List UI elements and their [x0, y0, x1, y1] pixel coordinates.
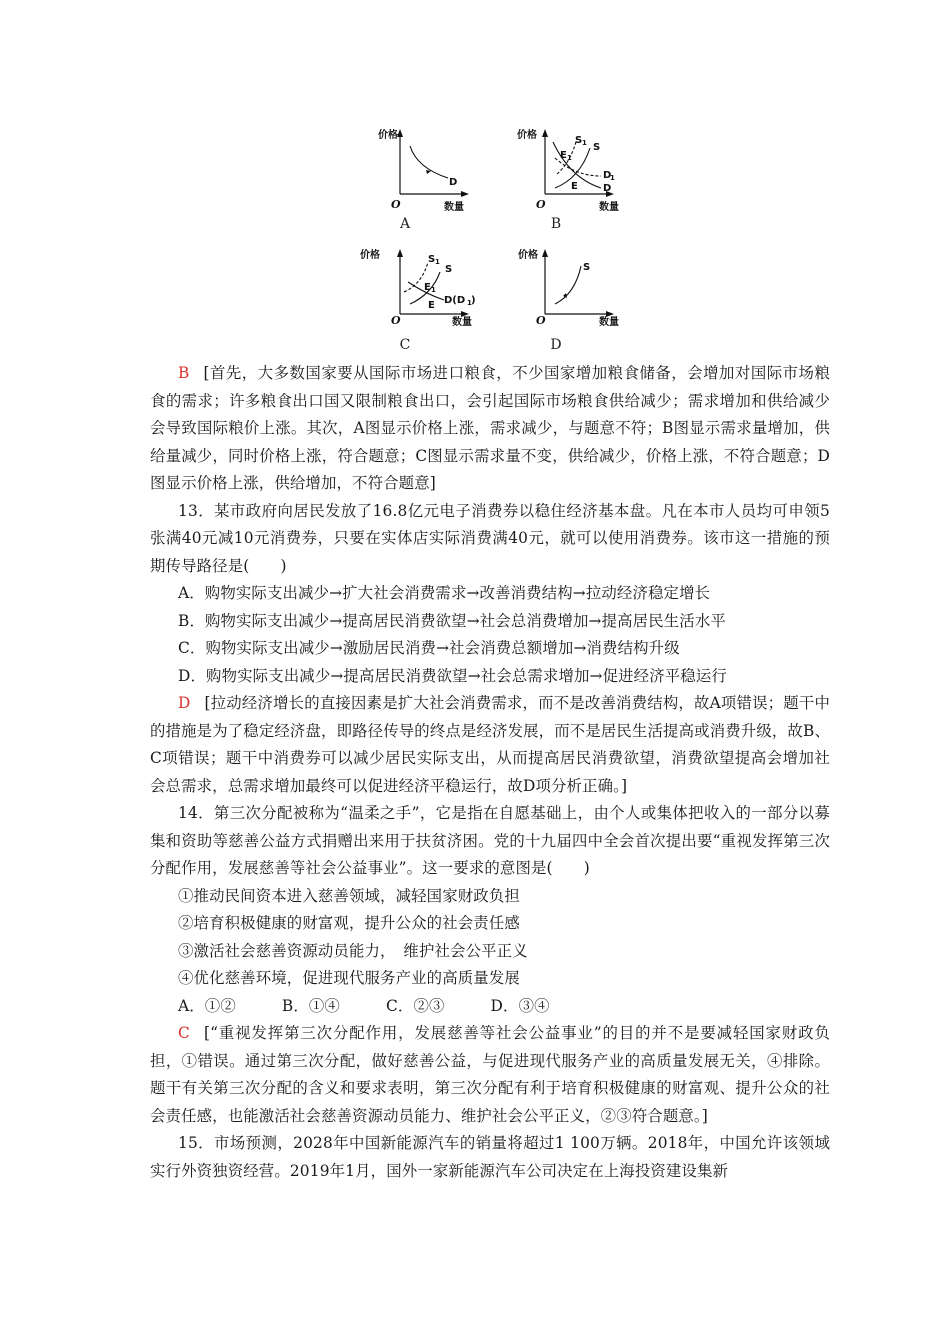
graph-c	[360, 248, 500, 358]
q14-choice-b: B．①④	[281, 996, 340, 1015]
graph-b-origin: O	[536, 198, 546, 211]
question-text	[150, 360, 830, 1185]
q13-option-d: D．购物实际支出减少→提高居民消费欲望→社会总需求增加→促进经济平稳运行	[178, 666, 727, 685]
graph-c-e1-sub: 1	[431, 286, 436, 294]
graph-a-price-label: 价格	[378, 130, 398, 141]
graph-b-e1-sub: 1	[567, 154, 572, 162]
q13-stem: 13．某市政府向居民发放了16.8亿元电子消费券以稳住经济基本盘。凡在本市人员均可申领5张满40元减10元消费券，只要在实体店实际消费满40元，就可以使用消费券。该市这一措施的预期传导路径是( )	[150, 501, 830, 575]
q14-statement-2: ②培育积极健康的财富观，提升公众的社会责任感	[178, 914, 520, 932]
q14-choices	[150, 993, 830, 1021]
graph-a	[360, 128, 500, 238]
graph-a-qty-label: 数量	[444, 202, 464, 213]
q12-explanation-para	[150, 360, 830, 498]
graph-d-caption: D	[550, 337, 562, 353]
graph-c-e-label: E	[428, 300, 435, 311]
q15-stem: 15．市场预测，2028年中国新能源汽车的销量将超过1 100万辆。2018年，中国允许该领域实行外资独资经营。2019年1月，国外一家新能源汽车公司决定在上海投资建设集新	[150, 1134, 830, 1180]
q12-answer: B	[178, 364, 190, 382]
graph-d-y-arrow	[542, 249, 548, 257]
graph-c-caption: C	[399, 337, 411, 353]
graph-a-caption: A	[399, 216, 411, 232]
graph-b-d1-label: D	[603, 170, 612, 181]
graph-b-s1-sub: 1	[582, 139, 587, 147]
q14-statement-3: ③激活社会慈善资源动员能力， 维护社会公平正义	[178, 941, 528, 960]
graph-c-e1-label: E	[424, 282, 431, 293]
graph-c-price-label: 价格	[360, 250, 380, 261]
q14-choice-c: C．②③	[385, 996, 445, 1015]
graph-c-y-arrow	[397, 249, 403, 257]
q13-explanation-para	[150, 690, 830, 800]
graph-b-e1-label: E	[560, 150, 567, 161]
q13-answer: D	[178, 694, 191, 712]
q14-choice-a: A．①②	[178, 996, 236, 1015]
q14-statement-1: ①推动民间资本进入慈善领域，减轻国家财政负担	[178, 886, 520, 905]
graph-b-y-arrow	[542, 129, 548, 137]
q12-explanation: [首先，大多数国家要从国际市场进口粮食，不少国家增加粮食储备，会增加对国际市场粮食的需求；许多粮食出口国又限制粮食出口，会引起国际市场粮食供给减少；需求增加和供给减少会导致国际粮价上涨。其次，A图显示价格上涨，需求减少，与题意不符；B图显示需求量增加，供给量减少，同时价格上涨，符合题意；C图显示需求量不变，供给减少，价格上涨，不符合题意；D图显示价格上涨，供给增加，不符合题意]	[150, 364, 830, 492]
graph-c-svg	[360, 248, 500, 358]
graph-d-s-curve	[555, 266, 581, 304]
q14-statement-4: ④优化慈善环境，促进现代服务产业的高质量发展	[178, 969, 520, 987]
q14-choice-d: D．③④	[490, 996, 550, 1015]
q13-explanation: [拉动经济增长的直接因素是扩大社会消费需求，而不是改善消费结构，故A项错误；题干中的措施是为了稳定经济盘，即路径传导的终点是经济发展，而不是居民生活提高或消费升级，故B、C项错误；题干中消费券可以减少居民实际支出，从而提高居民消费欲望，消费欲望提高会增加社会总需求，总需求增加最终可以促进经济平稳运行，故D项分析正确。]	[150, 694, 830, 795]
q14-explanation: [“重视发挥第三次分配作用，发展慈善等社会公益事业”的目的并不是要减轻国家财政负担，①错误。通过第三次分配，做好慈善公益，与促进现代服务产业的高质量发展无关，④排除。题干有关第三次分配的含义和要求表明，第三次分配有利于培育积极健康的财富观、提升公众的社会责任感，也能激活社会慈善资源动员能力、维护社会公平正义，②③符合题意。]	[150, 1024, 830, 1125]
graph-b-d1-sub: 1	[610, 174, 615, 182]
graph-c-d1-sub: 1	[467, 299, 472, 307]
graph-b-price-label: 价格	[517, 130, 537, 141]
graph-d-qty-label: 数量	[599, 317, 619, 328]
graph-a-d-label: D	[449, 177, 458, 188]
graph-c-s-label: S	[445, 264, 453, 275]
graph-a-origin: O	[391, 198, 401, 211]
graph-c-d-close: )	[471, 295, 476, 306]
q13-option-b: B．购物实际支出减少→提高居民消费欲望→社会总消费增加→提高居民生活水平	[178, 611, 726, 630]
graph-d-s-label: S	[583, 262, 591, 273]
graph-b-s1-label: S	[575, 135, 583, 146]
graph-c-s1-label: S	[428, 254, 436, 265]
q14-stem: 14．第三次分配被称为“温柔之手”，它是指在自愿基础上，由个人或集体把收入的一部分以募集和资助等慈善公益方式捐赠出来用于扶贫济困。党的十九届四中全会首次提出要“重视发挥第三次分配作用，发展慈善等社会公益事业”。这一要求的意图是( )	[150, 804, 830, 877]
graph-d-price-label: 价格	[518, 250, 538, 261]
q14-answer: C	[178, 1024, 190, 1042]
graph-b-s-label: S	[593, 142, 601, 153]
graph-c-origin: O	[391, 314, 401, 327]
graph-b-d-label: D	[603, 183, 612, 194]
q13-option-c: C．购物实际支出减少→激励居民消费→社会消费总额增加→消费结构升级	[178, 639, 680, 657]
graph-d-origin: O	[536, 314, 546, 327]
graph-a-svg	[360, 128, 500, 238]
graph-c-d-label: D(D	[444, 295, 466, 306]
graph-c-s1-sub: 1	[435, 258, 440, 266]
graph-b-qty-label: 数量	[599, 202, 619, 213]
supply-demand-graphs	[340, 118, 640, 358]
graph-a-demand-curve	[410, 146, 448, 178]
graph-c-qty-label: 数量	[452, 317, 472, 328]
q13-option-a: A．购物实际支出减少→扩大社会消费需求→改善消费结构→拉动经济稳定增长	[178, 584, 711, 602]
graph-a-x-arrow	[461, 191, 469, 197]
graph-b-caption: B	[550, 216, 562, 232]
graph-b-e-label: E	[571, 181, 578, 192]
q14-explanation-para	[150, 1020, 830, 1130]
